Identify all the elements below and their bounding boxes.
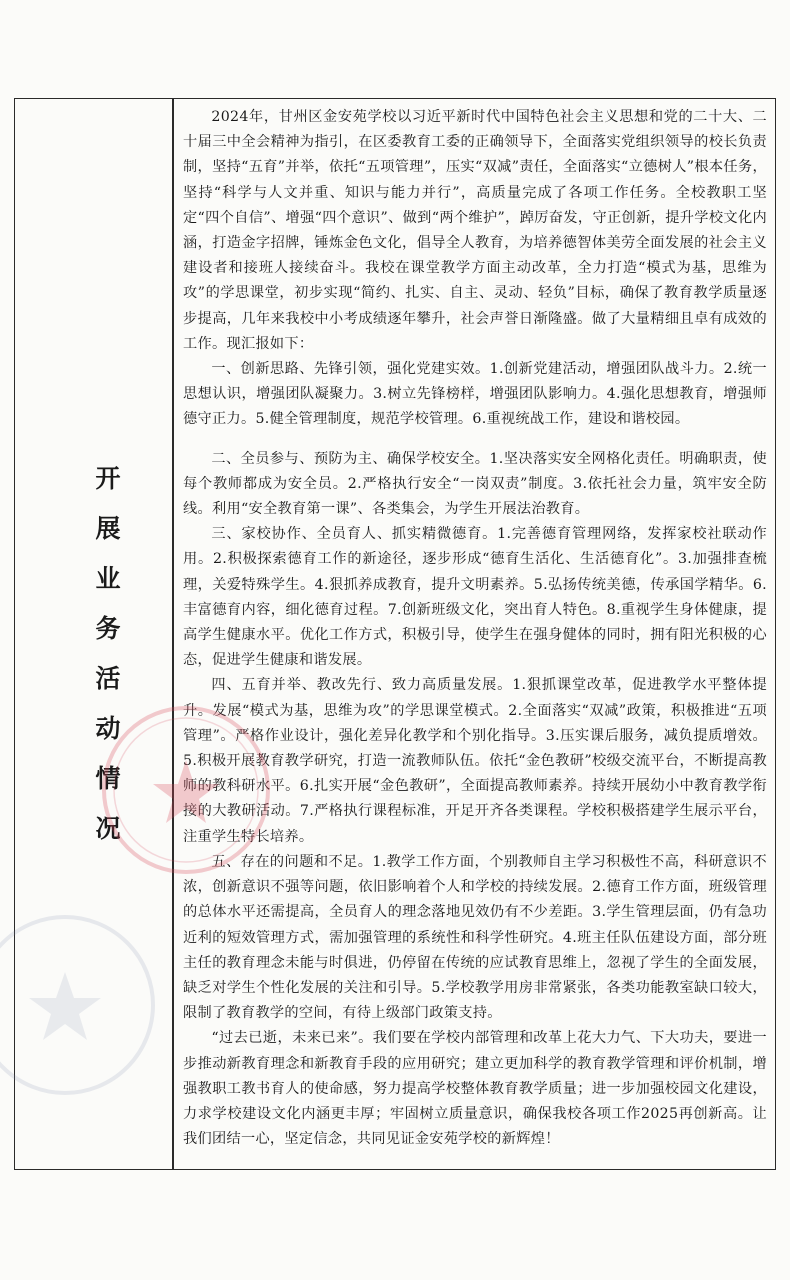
report-body	[183, 105, 767, 1152]
section-one-party-building: 一、创新思路、先锋引领，强化党建实效。1.创新党建活动，增强团队战斗力。2.统一思想认识，增强团队凝聚力。3.树立先锋榜样，增强团队影响力。4.强化思想教育，增强师德守正力。5.健全管理制度，规范学校管理。6.重视统战工作，建设和谐校园。	[183, 361, 767, 428]
label-column	[15, 99, 172, 1169]
section-two-safety: 二、全员参与、预防为主、确保学校安全。1.坚决落实安全网格化责任。明确职责，使每个教师都成为安全员。2.严格执行安全“一岗双责”制度。3.依托社会力量，筑牢安全防线。利用“安全教育第一课”、各类集会，为学生开展法治教育。	[183, 450, 767, 518]
section-five-problems: 五、存在的问题和不足。1.教学工作方面，个别教师自主学习积极性不高，科研意识不浓，创新意识不强等问题，依旧影响着个人和学校的持续发展。2.德育工作方面，班级管理的总体水平还需提高，全员育人的理念落地见效仍有不少差距。3.学生管理层面，仍有急功近利的短效管理方式，需加强管理的系统性和科学性研究。4.班主任队伍建设方面，部分班主任的教育理念未能与时俱进，仍停留在传统的应试教育思维上，忽视了学生的全面发展，缺乏对学生个性化发展的关注和引导。5.学校教学用房非常紧张，各类功能教室缺口较大，限制了教育教学的空间，有待上级部门政策支持。	[183, 853, 767, 1022]
label-char: 务	[95, 614, 121, 643]
label-char: 活	[95, 664, 121, 693]
label-char: 动	[95, 714, 121, 743]
section-three-moral-education: 三、家校协作、全员育人、抓实精微德育。1.完善德育管理网络，发挥家校社联动作用。2.积极探索德育工作的新途径，逐步形成“德育生活化、生活德育化”。3.加强排查梳理，关爱特殊学生。4.狠抓养成教育，提升文明素养。5.弘扬传统美德，传承国学精华。6.丰富德育内容，细化德育过程。7.创新班级文化，突出育人特色。8.重视学生身体健康，提高学生健康水平。优化工作方式，积极引导，使学生在强身健体的同时，拥有阳光积极的心态，促进学生健康和谐发展。	[183, 526, 767, 669]
label-char: 业	[95, 564, 121, 593]
label-char: 开	[95, 464, 121, 493]
label-char: 展	[95, 514, 121, 543]
closing-paragraph: “过去已逝，未来已来”。我们要在学校内部管理和改革上花大力气、下大功夫，要进一步推动新教育理念和新教育手段的应用研究；建立更加科学的教育教学管理和评价机制，增强教职工教书育人的使命感，努力提高学校整体教育教学质量；进一步加强校园文化建设，力求学校建设文化内涵更丰厚；牢固树立质量意识，确保我校各项工作2025再创新高。让我们团结一心，坚定信念，共同见证金安苑学校的新辉煌！	[183, 1030, 767, 1148]
label-char: 情	[95, 764, 121, 793]
intro-paragraph: 2024年，甘州区金安苑学校以习近平新时代中国特色社会主义思想和党的二十大、二十届三中全会精神为指引，在区委教育工委的正确领导下，全面落实党组织领导的校长负责制，坚持“五育”并举，依托“五项管理”，压实“双减”责任，全面落实“立德树人”根本任务，坚持“科学与人文并重、知识与能力并行”，高质量完成了各项工作任务。全校教职工坚定“四个自信”、增强“四个意识”、做到“两个维护”，踔厉奋发，守正创新，提升学校文化内涵，打造金字招牌，锤炼金色文化，倡导全人教育，为培养德智体美劳全面发展的社会主义建设者和接班人接续奋斗。我校在课堂教学方面主动改革，全力打造“模式为基，思维为攻”的学思课堂，初步实现“简约、扎实、自主、灵动、轻负”目标，确保了教育教学质量逐步提高，几年来我校中小考成绩逐年攀升，社会声誉日渐隆盛。做了大量精细且卓有成效的工作。现汇报如下：	[183, 109, 767, 352]
section-four-quality-development: 四、五育并举、教改先行、致力高质量发展。1.狠抓课堂改革，促进教学水平整体提升。发展“模式为基，思维为攻”的学思课堂模式。2.全面落实“双减”政策，积极推进“五项管理”。严格作业设计，强化差异化教学和个别化指导。3.压实课后服务，减负提质增效。5.积极开展教育教学研究，打造一流教师队伍。依托“金色教研”校级交流平台，不断提高教师的教科研水平。6.扎实开展“金色教研”，全面提高教师素养。持续开展幼小中教育教学衔接的大教研活动。7.严格执行课程标准，开足开齐各类课程。学校积极搭建学生展示平台，注重学生特长培养。	[183, 677, 767, 845]
form-frame	[14, 98, 776, 1170]
section-label	[91, 454, 125, 854]
column-divider	[172, 99, 174, 1169]
label-char: 况	[95, 814, 121, 843]
